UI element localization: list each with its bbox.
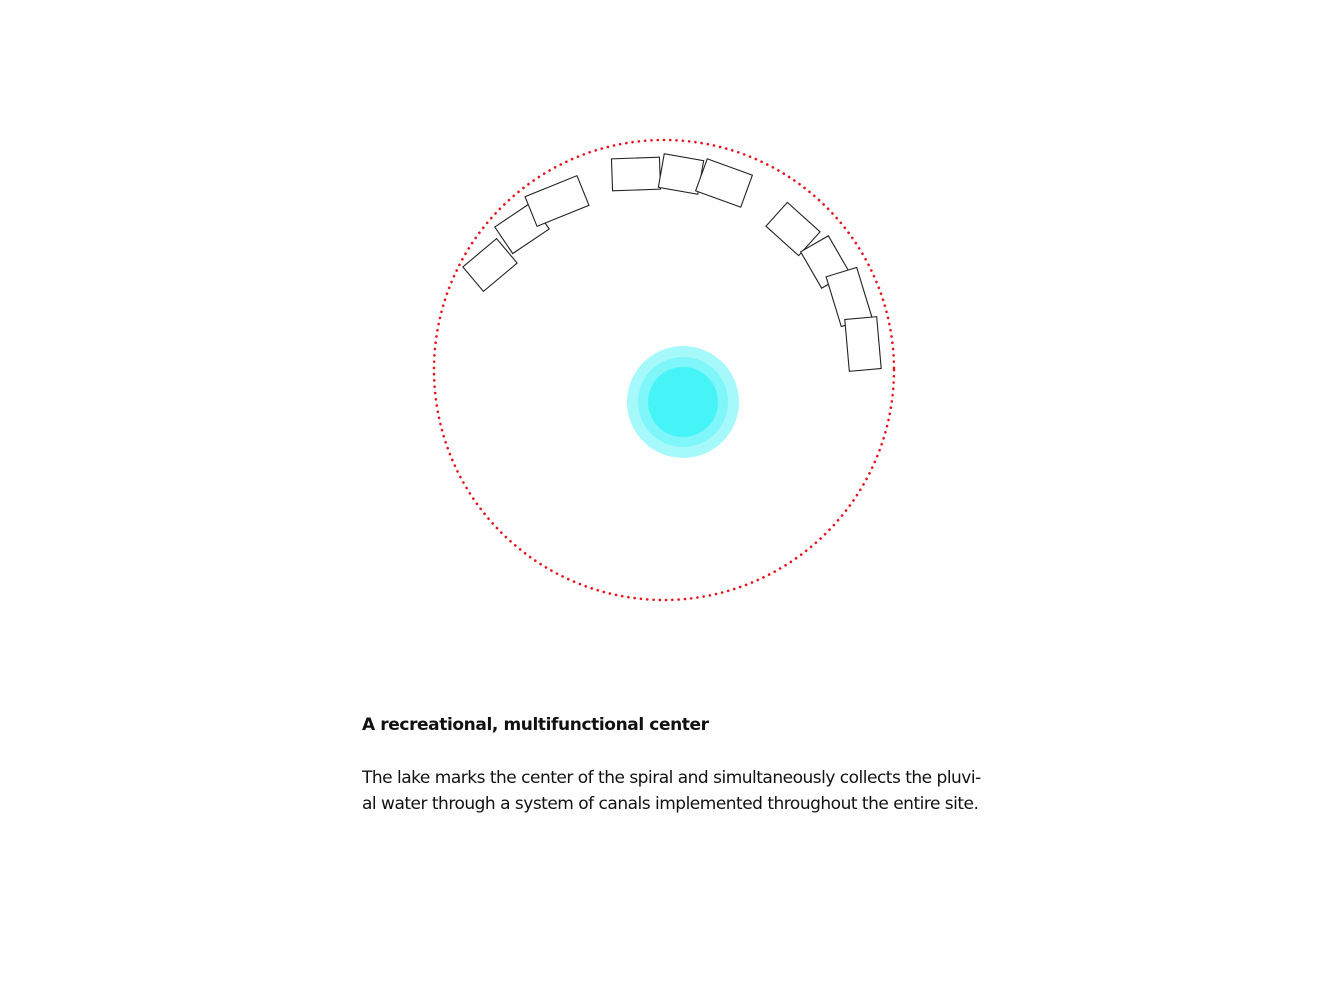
caption-body-line: The lake marks the center of the spiral and simultaneously collects the pluvi-: [362, 768, 981, 788]
caption-block: [362, 712, 1062, 817]
caption-body: [362, 765, 1062, 817]
caption-title: A recreational, multifunctional center: [362, 715, 709, 735]
building: [611, 157, 660, 191]
central-lake: [627, 346, 739, 458]
buildings: [463, 154, 881, 372]
building: [525, 176, 589, 227]
building: [696, 159, 753, 207]
lake-core: [648, 367, 718, 437]
building: [845, 317, 881, 372]
caption-body-line: al water through a system of canals implemented throughout the entire site.: [362, 794, 979, 814]
